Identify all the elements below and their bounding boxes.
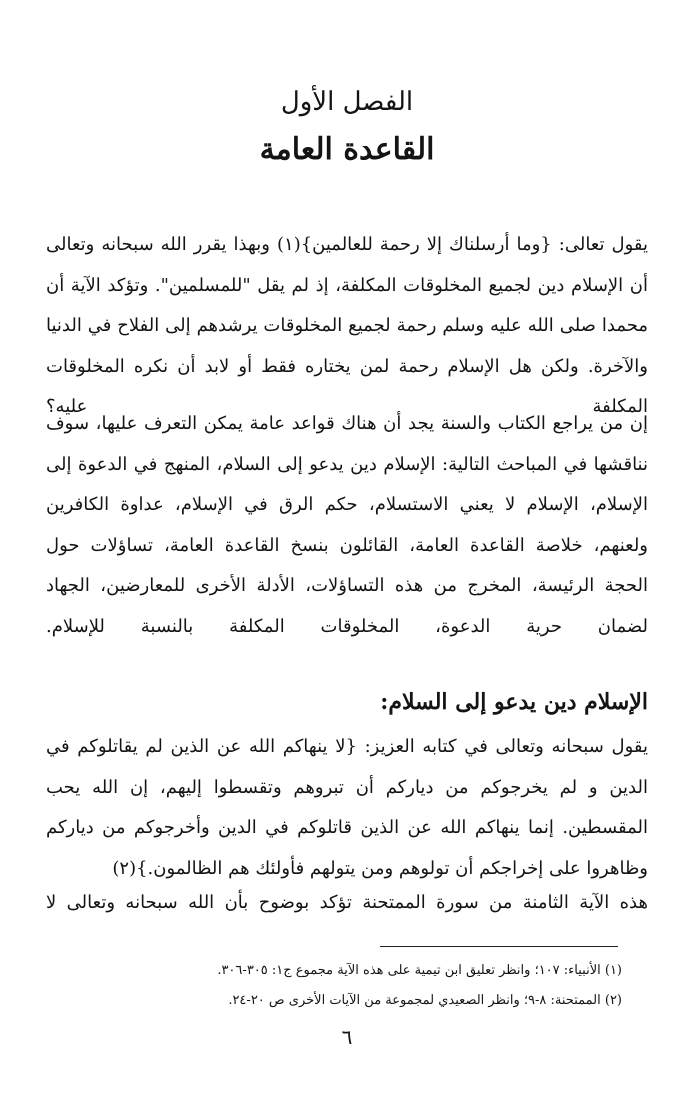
topics-block	[46, 404, 648, 647]
topics-paragraph: إن من يراجع الكتاب والسنة يجد أن هناك قواعد عامة يمكن التعرف عليها، سوف نناقشها في المباحث التالية: الإسلام دين يدعو إلى السلام، المنهج في الدعوة إلى الإسلام، الإسلام لا يعني الاستسلام، حكم الرق في الإسلام، عداوة الكافرين ولعنهم، خلاصة القاعدة العامة، القائلون بنسخ القاعدة العامة، تساؤلات حول الحجة الرئيسة، المخرج من هذه التساؤلات، الأدلة الأخرى للمعارضين، الجهاد لضمان حرية الدعوة، المخلوقات المكلفة بالنسبة للإسلام.	[46, 413, 648, 637]
commentary-paragraph: هذه الآية الثامنة من سورة الممتحنة تؤكد بوضوح بأن الله سبحانه وتعالى لا	[46, 892, 648, 913]
commentary-block	[46, 883, 648, 924]
footnote-divider	[380, 946, 618, 947]
footnote-2: (٢) الممتحنة: ٨-٩؛ وانظر الصعيدي لمجموعة من الآيات الأخرى ص ٢٠-٢٤.	[228, 993, 622, 1008]
footnote-1: (١) الأنبياء: ١٠٧؛ وانظر تعليق ابن تيمية على هذه الآية مجموع ج١: ٣٠٥-٣٠٦.	[217, 963, 622, 978]
chapter-label: الفصل الأول	[280, 87, 414, 117]
footnotes	[46, 956, 622, 1016]
intro-paragraph: يقول تعالى: {وما أرسلناك إلا رحمة للعالمين}(١) وبهذا يقرر الله سبحانه وتعالى أن الإسلام دين لجميع المخلوقات المكلفة، إذ لم يقل "للمسلمين". وتؤكد الآية أن محمدا صلى الله عليه وسلم رحمة لجميع المخلوقات يرشدهم إلى الفلاح في الدنيا والآخرة. ولكن هل الإسلام رحمة لمن يختاره فقط أو لابد أن نكره المخلوقات المكلفة عليه؟	[46, 234, 648, 417]
intro-block	[46, 225, 648, 428]
verse-paragraph: يقول سبحانه وتعالى في كتابه العزيز: {لا ينهاكم الله عن الذين لم يقاتلوكم في الدين و لم يخرجوكم من دياركم أن تبروهم وتقسطوا إليهم، إن الله يحب المقسطين. إنما ينهاكم الله عن الذين قاتلوكم في الدين وأخرجوكم من دياركم وظاهروا على إخراجكم أن تولوهم ومن يتولهم فأولئك هم الظالمون.}(٢)	[46, 736, 648, 879]
chapter-title: القاعدة العامة	[259, 132, 435, 167]
section-heading: الإسلام دين يدعو إلى السلام:	[380, 689, 648, 715]
page-number: ٦	[341, 1025, 353, 1049]
verse-block	[46, 727, 648, 889]
